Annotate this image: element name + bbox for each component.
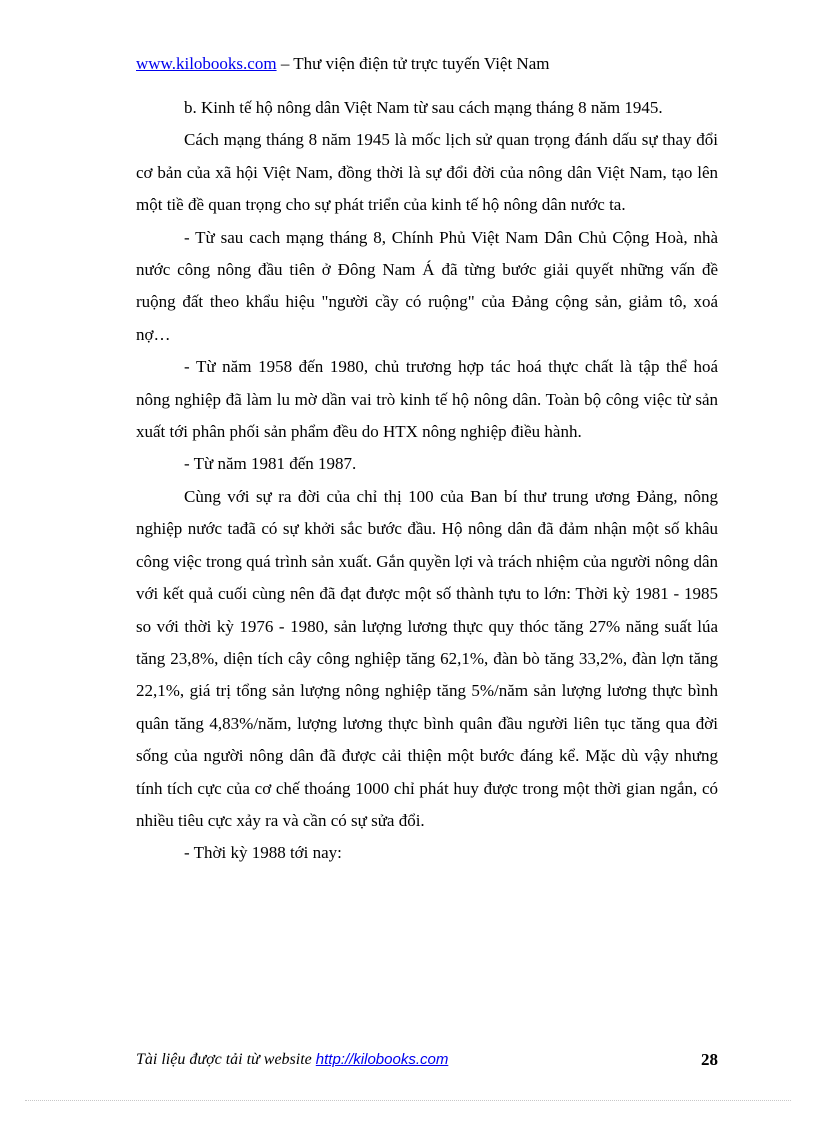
- paragraph: - Từ năm 1981 đến 1987.: [184, 454, 357, 474]
- header-site-link[interactable]: www.kilobooks.com: [136, 54, 277, 73]
- paragraph: Cùng với sự ra đời của chỉ thị 100 của Ban bí thư trung ương Đảng, nông nghiệp nước tađã có sự khởi sắc bước đầu. Hộ nông dân đã đảm nhận một số khâu công việc trong quá trình sản xuất. Gắn quyền lợi và trách nhiệm của người nông dân với kết quả cuối cùng nên đã đạt được một số thành tựu to lớn: Thời kỳ 1981 - 1985 so với thời kỳ 1976 - 1980, sản lượng lương thực quy thóc tăng 27% năng suất lúa tăng 23,8%, diện tích cây công nghiệp tăng 62,1%, đàn bò tăng 33,2%, đàn lợn tăng 22,1%, giá trị tổng sản lượng nông nghiệp tăng 5%/năm sản lượng lương thực bình quân tăng 4,83%/năm, lượng lương thực bình quân đầu người liên tục tăng qua đời sống của người nông dân đã được cải thiện một bước đáng kể. Mặc dù vậy nhưng tính tích cực của cơ chế thoáng 1000 chỉ phát huy được trong một thời gian ngắn, có nhiều tiêu cực xảy ra và cần có sự sửa đổi.: [136, 486, 718, 830]
- paragraph: Cách mạng tháng 8 năm 1945 là mốc lịch sử quan trọng đánh dấu sự thay đổi cơ bản của xã hội Việt Nam, đồng thời là sự đổi đời của nông dân Việt Nam, tạo lên một tiề đề quan trọng cho sự phát triển của kinh tế hộ nông dân nước ta.: [136, 130, 718, 215]
- section-heading: b. Kinh tế hộ nông dân Việt Nam từ sau cách mạng tháng 8 năm 1945.: [184, 98, 663, 117]
- body-text: [136, 92, 718, 870]
- page-number: 28: [701, 1050, 718, 1069]
- header-title: – Thư viện điện tử trực tuyến Việt Nam: [276, 54, 550, 73]
- footer-source: [136, 1047, 448, 1073]
- footer-prefix: Tài liệu được tải từ website: [136, 1051, 316, 1068]
- page-footer: [136, 1047, 718, 1073]
- footer-site-link[interactable]: http://kilobooks.com: [315, 1051, 449, 1068]
- paragraph: - Thời kỳ 1988 tới nay:: [184, 843, 342, 863]
- page-header: [136, 52, 549, 76]
- paragraph: - Từ năm 1958 đến 1980, chủ trương hợp tác hoá thực chất là tập thể hoá nông nghiệp đã làm lu mờ dần vai trò kinh tế hộ nông dân. Toàn bộ công việc từ sản xuất tới phân phối sản phẩm đều do HTX nông nghiệp điều hành.: [136, 357, 718, 442]
- page-bottom-divider: [25, 1100, 791, 1101]
- paragraph: - Từ sau cach mạng tháng 8, Chính Phủ Việt Nam Dân Chủ Cộng Hoà, nhà nước công nông đầu tiên ở Đông Nam Á đã từng bước giải quyết những vấn đề ruộng đất theo khẩu hiệu "người cầy có ruộng" của Đảng cộng sản, giảm tô, xoá nợ…: [136, 227, 718, 344]
